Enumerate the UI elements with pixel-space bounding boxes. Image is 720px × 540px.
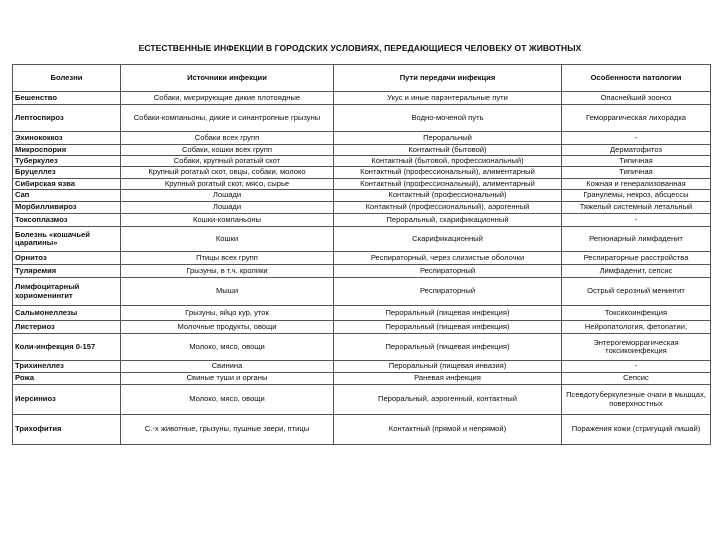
table-row	[13, 385, 711, 415]
table-row	[13, 92, 711, 105]
pathology-cell: Поражения кожи (стригущий лишай)	[562, 415, 711, 445]
pathology-cell: Респираторные расстройства	[562, 252, 711, 265]
source-cell: Свинина	[121, 361, 334, 373]
route-cell: Контактный (бытовой)	[334, 145, 562, 156]
table-row	[13, 252, 711, 265]
table-row	[13, 167, 711, 179]
table-row	[13, 278, 711, 306]
source-cell: Грызуны, яйцо кур, уток	[121, 306, 334, 321]
route-cell: Укус и иные парэнтеральные пути	[334, 92, 562, 105]
disease-cell: Листериоз	[13, 321, 121, 334]
table-row	[13, 334, 711, 361]
route-cell: Пероральный (пищевая инвазия)	[334, 361, 562, 373]
route-cell: Контактный (профессиональный), алиментарный	[334, 179, 562, 190]
source-cell: Собаки-компаньоны, дикие и синантропные грызуны	[121, 105, 334, 132]
pathology-cell: Лимфаденит, сепсис	[562, 265, 711, 278]
disease-cell: Микроспория	[13, 145, 121, 156]
table-row	[13, 361, 711, 373]
source-cell: Собаки, кошки всех групп	[121, 145, 334, 156]
source-cell: Грызуны, в т.ч. кролики	[121, 265, 334, 278]
source-cell: Крупный рогатый скот, мясо, сырье	[121, 179, 334, 190]
disease-cell: Бруцеллез	[13, 167, 121, 179]
pathology-cell: Регионарный лимфаденит	[562, 227, 711, 252]
source-cell: Молоко, мясо, овощи	[121, 385, 334, 415]
disease-cell: Иерсиниоз	[13, 385, 121, 415]
source-cell: Собаки, крупный рогатый скот	[121, 156, 334, 167]
table-row	[13, 214, 711, 227]
source-cell: Птицы всех групп	[121, 252, 334, 265]
route-cell: Пероральный (пищевая инфекция)	[334, 321, 562, 334]
table-body	[13, 92, 711, 445]
pathology-cell: Энтерогеморрагическая токсикоинфекция	[562, 334, 711, 361]
disease-cell: Морбилливироз	[13, 202, 121, 214]
table-row	[13, 373, 711, 385]
disease-cell: Туляремия	[13, 265, 121, 278]
source-cell: Собаки, мигрирующие дикие плотоядные	[121, 92, 334, 105]
table-row	[13, 105, 711, 132]
table-row	[13, 265, 711, 278]
disease-cell: Болезнь «кошачьей царапины»	[13, 227, 121, 252]
pathology-cell: Гранулемы, некроз, абсцессы	[562, 190, 711, 202]
table-row	[13, 415, 711, 445]
route-cell: Пероральный (пищевая инфекция)	[334, 334, 562, 361]
disease-cell: Лимфоцитарный хориоменингит	[13, 278, 121, 306]
route-cell: Контактный (профессиональный), аэрогенный	[334, 202, 562, 214]
source-cell: С.-х животные, грызуны, пушные звери, птицы	[121, 415, 334, 445]
pathology-cell: Типичная	[562, 156, 711, 167]
disease-cell: Эхинококкоз	[13, 132, 121, 145]
source-cell: Свиные туши и органы	[121, 373, 334, 385]
source-cell: Кошки	[121, 227, 334, 252]
route-cell: Контактный (профессиональный), алиментарный	[334, 167, 562, 179]
table-row	[13, 190, 711, 202]
pathology-cell: -	[562, 214, 711, 227]
route-cell: Контактный (прямой и непрямой)	[334, 415, 562, 445]
route-cell: Пероральный	[334, 132, 562, 145]
pathology-cell: Типичная	[562, 167, 711, 179]
route-cell: Респираторный	[334, 265, 562, 278]
column-header-pathology: Особенности патологии	[562, 65, 711, 92]
table-row	[13, 132, 711, 145]
disease-cell: Сибирская язва	[13, 179, 121, 190]
disease-cell: Трихинеллез	[13, 361, 121, 373]
route-cell: Водно-моченой путь	[334, 105, 562, 132]
source-cell: Молочные продукты, овощи	[121, 321, 334, 334]
source-cell: Мыши	[121, 278, 334, 306]
disease-cell: Лептоспироз	[13, 105, 121, 132]
document-title: ЕСТЕСТВЕННЫЕ ИНФЕКЦИИ В ГОРОДСКИХ УСЛОВИЯХ, ПЕРЕДАЮЩИЕСЯ ЧЕЛОВЕКУ ОТ ЖИВОТНЫХ	[138, 43, 582, 53]
pathology-cell: Нейропатология, фетопатии,	[562, 321, 711, 334]
route-cell: Респираторный	[334, 278, 562, 306]
route-cell: Респираторный, через слизистые оболочки	[334, 252, 562, 265]
disease-cell: Трихофития	[13, 415, 121, 445]
pathology-cell: Острый серозный менингит	[562, 278, 711, 306]
table-header-row	[13, 65, 711, 92]
pathology-cell: Опаснейший зооноз	[562, 92, 711, 105]
route-cell: Пероральный (пищевая инфекция)	[334, 306, 562, 321]
source-cell: Молоко, мясо, овощи	[121, 334, 334, 361]
disease-cell: Орнитоз	[13, 252, 121, 265]
disease-cell: Бешенство	[13, 92, 121, 105]
zoonoses-table	[12, 64, 711, 445]
source-cell: Лошади	[121, 202, 334, 214]
disease-cell: Коли-инфекция 0-157	[13, 334, 121, 361]
route-cell: Контактный (профессиональный)	[334, 190, 562, 202]
source-cell: Кошки-компаньоны	[121, 214, 334, 227]
table-row	[13, 227, 711, 252]
pathology-cell: Кожная и генерализованная	[562, 179, 711, 190]
column-header-disease: Болезни	[13, 65, 121, 92]
route-cell: Контактный (бытовой, профессиональный)	[334, 156, 562, 167]
table-row	[13, 156, 711, 167]
column-header-route: Пути передачи инфекция	[334, 65, 562, 92]
table-row	[13, 145, 711, 156]
disease-cell: Токсоплазмоз	[13, 214, 121, 227]
pathology-cell: Дерматофитоз	[562, 145, 711, 156]
route-cell: Скарификационный	[334, 227, 562, 252]
route-cell: Пероральный, скарификационный	[334, 214, 562, 227]
source-cell: Лошади	[121, 190, 334, 202]
disease-cell: Рожа	[13, 373, 121, 385]
source-cell: Собаки всех групп	[121, 132, 334, 145]
table-row	[13, 321, 711, 334]
pathology-cell: -	[562, 361, 711, 373]
source-cell: Крупный рогатый скот, овцы, собаки, молоко	[121, 167, 334, 179]
disease-cell: Сап	[13, 190, 121, 202]
disease-cell: Туберкулез	[13, 156, 121, 167]
pathology-cell: Псевдотуберкулезные очаги в мышцах, поверхностных	[562, 385, 711, 415]
disease-cell: Сальмонеллезы	[13, 306, 121, 321]
pathology-cell: Сепсис	[562, 373, 711, 385]
route-cell: Пероральный, аэрогенный, контактный	[334, 385, 562, 415]
route-cell: Раневая инфекция	[334, 373, 562, 385]
table-row	[13, 202, 711, 214]
pathology-cell: Токсикоинфекция	[562, 306, 711, 321]
table-row	[13, 179, 711, 190]
pathology-cell: Геморрагическая лихорадка	[562, 105, 711, 132]
pathology-cell: -	[562, 132, 711, 145]
column-header-source: Источники инфекции	[121, 65, 334, 92]
table-row	[13, 306, 711, 321]
pathology-cell: Тяжелый системный летальный	[562, 202, 711, 214]
